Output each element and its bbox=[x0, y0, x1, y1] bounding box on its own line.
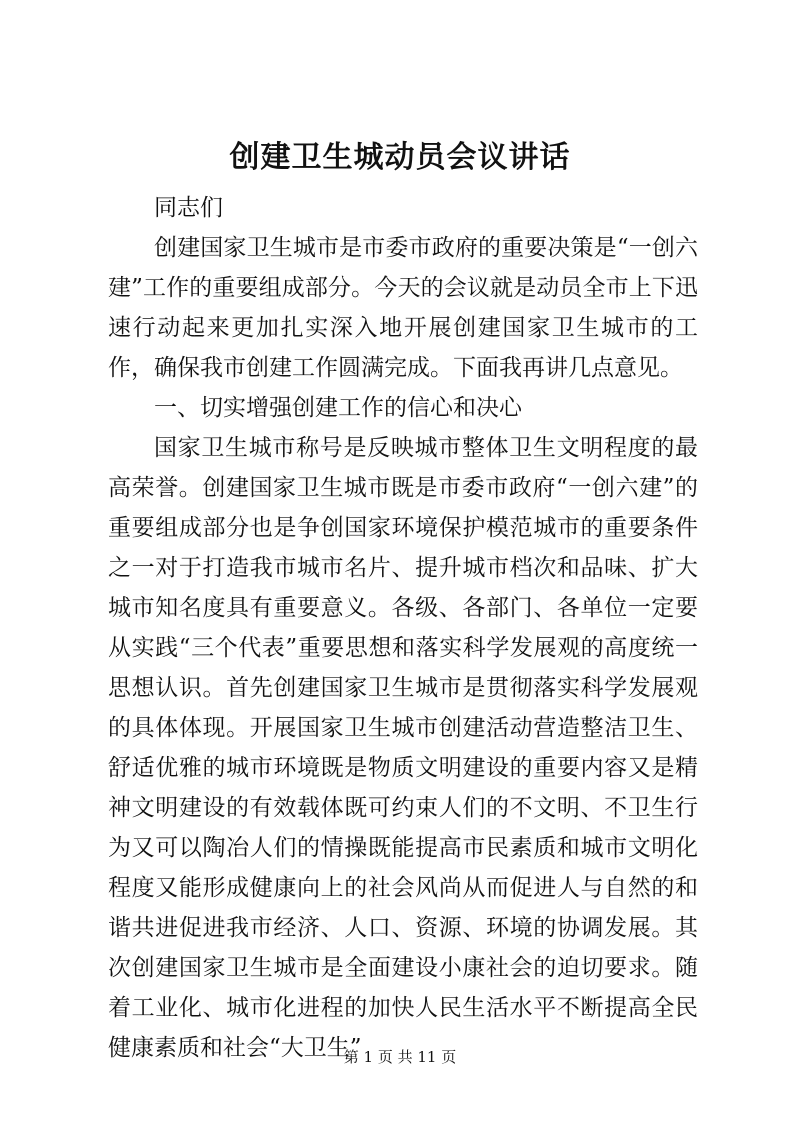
page-footer: 第 1 页 共 11 页 bbox=[343, 1048, 457, 1066]
document-body bbox=[108, 188, 698, 1068]
salutation: 同志们 bbox=[154, 195, 223, 221]
section-heading-1: 一、切实增强创建工作的信心和决心 bbox=[154, 395, 522, 421]
body-paragraph: 国家卫生城市称号是反映城市整体卫生文明程度的最高荣誉。创建国家卫生城市既是市委市政府“一创六建”的重要组成部分也是争创国家环境保护模范城市的重要条件之一对于打造我市城市名片、提升城市档次和品味、扩大城市知名度具有重要意义。各级、各部门、各单位一定要从实践“三个代表”重要思想和落实科学发展观的高度统一思想认识。首先创建国家卫生城市是贯彻落实科学发展观的具体体现。开展国家卫生城市创建活动营造整洁卫生、舒适优雅的城市环境既是物质文明建设的重要内容又是精神文明建设的有效载体既可约束人们的不文明、不卫生行为又可以陶冶人们的情操既能提高市民素质和城市文明化程度又能形成健康向上的社会风尚从而促进人与自然的和谐共进促进我市经济、人口、资源、环境的协调发展。其次创建国家卫生城市是全面建设小康社会的迫切要求。随着工业化、城市化进程的加快人民生活水平不断提高全民健康素质和社会“大卫生” bbox=[108, 435, 698, 1061]
intro-paragraph: 创建国家卫生城市是市委市政府的重要决策是“一创六建”工作的重要组成部分。今天的会议就是动员全市上下迅速行动起来更加扎实深入地开展创建国家卫生城市的工作，确保我市创建工作圆满完成。下面我再讲几点意见。 bbox=[108, 235, 698, 381]
document-title: 创建卫生城动员会议讲话 bbox=[229, 140, 571, 175]
